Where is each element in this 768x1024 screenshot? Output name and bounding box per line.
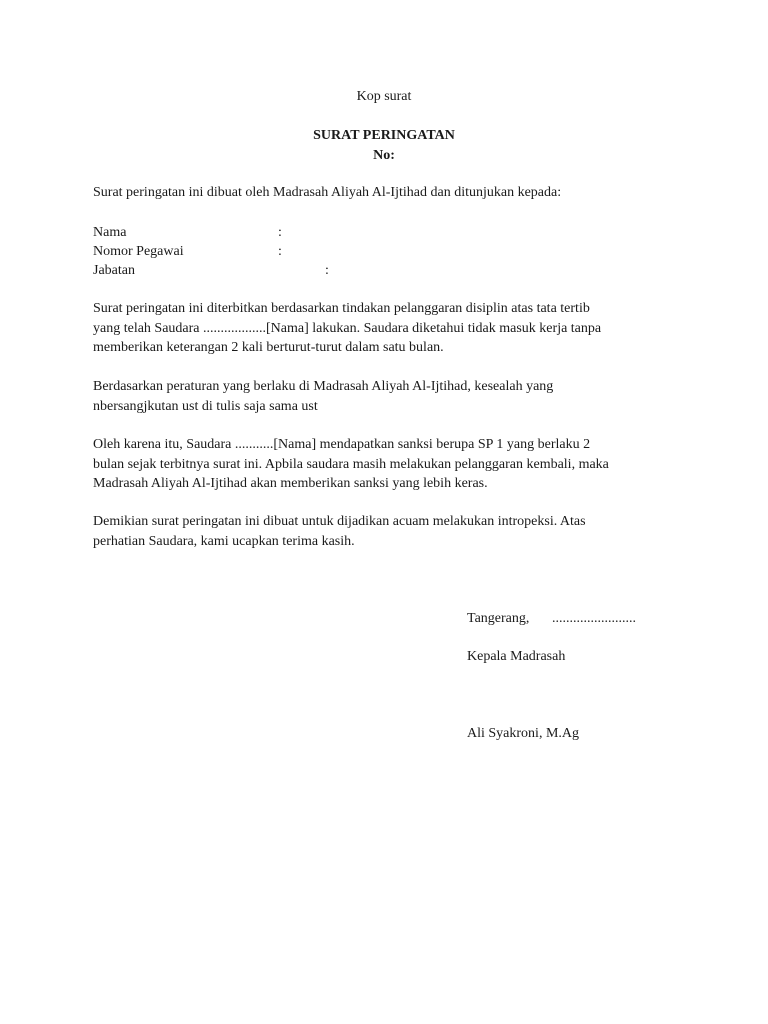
paragraph-closing — [93, 512, 673, 551]
letterhead-placeholder: Kop surat — [356, 89, 412, 104]
signatory-name: Ali Syakroni, M.Ag — [467, 726, 579, 741]
field-label-nama: Nama — [93, 225, 127, 240]
paragraph-line: Demikian surat peringatan ini dibuat untuk dijadikan acuam melakukan intropeksi. Atas — [93, 514, 586, 529]
paragraph-line: Surat peringatan ini diterbitkan berdasarkan tindakan pelanggaran disiplin atas tata tertib — [93, 301, 590, 316]
signature-date-blank: ........................ — [552, 611, 636, 626]
letter-title: SURAT PERINGATAN — [313, 128, 455, 143]
paragraph-sanction — [93, 435, 673, 494]
field-colon-nomor-pegawai: : — [278, 244, 282, 259]
field-label-jabatan: Jabatan — [93, 263, 135, 278]
paragraph-line: Oleh karena itu, Saudara ...........[Nama] mendapatkan sanksi berupa SP 1 yang berlaku 2 — [93, 437, 591, 452]
paragraph-line: Madrasah Aliyah Al-Ijtihad akan memberikan sanksi yang lebih keras. — [93, 476, 488, 491]
paragraph-line: bulan sejak terbitnya surat ini. Apbila saudara masih melakukan pelanggaran kembali, maka — [93, 456, 609, 472]
letter-number-label: No: — [373, 148, 395, 163]
field-colon-nama: : — [278, 225, 282, 240]
paragraph-violation — [93, 299, 673, 358]
paragraph-line: memberikan keterangan 2 kali berturut-turut dalam satu bulan. — [93, 340, 444, 355]
paragraph-line: yang telah Saudara ..................[Nama] lakukan. Saudara diketahui tidak masuk kerja tanpa — [93, 320, 602, 336]
field-label-nomor-pegawai: Nomor Pegawai — [93, 244, 184, 259]
paragraph-line: Berdasarkan peraturan yang berlaku di Madrasah Aliyah Al-Ijtihad, kesealah yang — [93, 379, 554, 394]
intro-text: Surat peringatan ini dibuat oleh Madrasah Aliyah Al-Ijtihad dan ditunjukan kepada: — [93, 185, 562, 200]
paragraph-line: perhatian Saudara, kami ucapkan terima kasih. — [93, 533, 355, 549]
signature-place: Tangerang, — [467, 611, 530, 626]
field-colon-jabatan: : — [325, 263, 329, 278]
signature-role: Kepala Madrasah — [467, 649, 566, 664]
paragraph-regulation — [93, 377, 673, 416]
paragraph-line: nbersangjkutan ust di tulis saja sama ust — [93, 398, 318, 414]
